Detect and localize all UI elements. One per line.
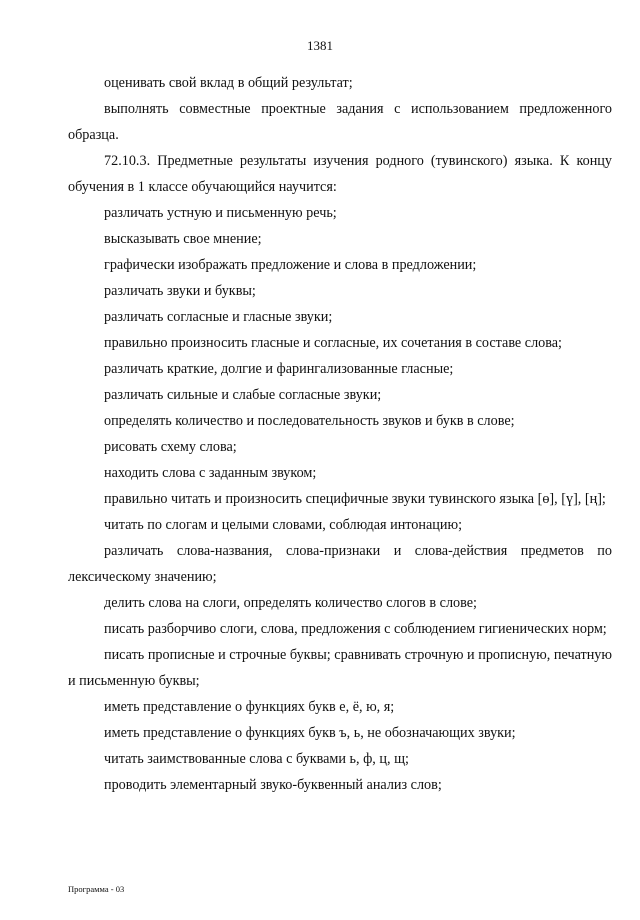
list-item: рисовать схему слова; xyxy=(104,439,237,455)
document-body xyxy=(68,70,612,798)
list-item: высказывать свое мнение; xyxy=(104,231,262,247)
list-item: различать звуки и буквы; xyxy=(104,283,256,299)
list-item: иметь представление о функциях букв е, ё, ю, я; xyxy=(104,699,395,715)
list-item: правильно читать и произносить специфичные звуки тувинского языка [ө], [ү], [ң]; xyxy=(104,491,606,507)
list-item: писать разборчиво слоги, слова, предложения с соблюдением гигиенических норм; xyxy=(104,621,607,637)
list-item: различать согласные и гласные звуки; xyxy=(104,309,333,325)
list-item: находить слова с заданным звуком; xyxy=(104,465,317,481)
section-heading-paragraph: 72.10.3. Предметные результаты изучения родного (тувинского) языка. К концу обучения в 1 классе обучающийся научится: xyxy=(68,153,612,195)
list-item: определять количество и последовательность звуков и букв в слове; xyxy=(104,413,515,429)
list-item: читать по слогам и целыми словами, соблюдая интонацию; xyxy=(104,517,463,533)
list-item: читать заимствованные слова с буквами ь, ф, ц, щ; xyxy=(104,751,409,767)
list-item: проводить элементарный звуко-буквенный анализ слов; xyxy=(104,777,442,793)
list-item: графически изображать предложение и слова в предложении; xyxy=(104,257,477,273)
list-item: различать устную и письменную речь; xyxy=(104,205,337,221)
list-item: различать слова-названия, слова-признаки и слова-действия предметов по лексическому значению; xyxy=(68,543,612,585)
footer-label: Программа - 03 xyxy=(68,884,125,894)
list-item: правильно произносить гласные и согласные, их сочетания в составе слова; xyxy=(104,335,562,351)
page-number: 1381 xyxy=(307,38,333,53)
paragraph: оценивать свой вклад в общий результат; xyxy=(104,75,353,91)
paragraph: выполнять совместные проектные задания с использованием предложенного образца. xyxy=(68,101,612,143)
list-item: писать прописные и строчные буквы; сравнивать строчную и прописную, печатную и письменную буквы; xyxy=(68,647,612,689)
list-item: делить слова на слоги, определять количество слогов в слове; xyxy=(104,595,477,611)
list-item: иметь представление о функциях букв ъ, ь, не обозначающих звуки; xyxy=(104,725,516,741)
list-item: различать краткие, долгие и фарингализованные гласные; xyxy=(104,361,454,377)
list-item: различать сильные и слабые согласные звуки; xyxy=(104,387,382,403)
